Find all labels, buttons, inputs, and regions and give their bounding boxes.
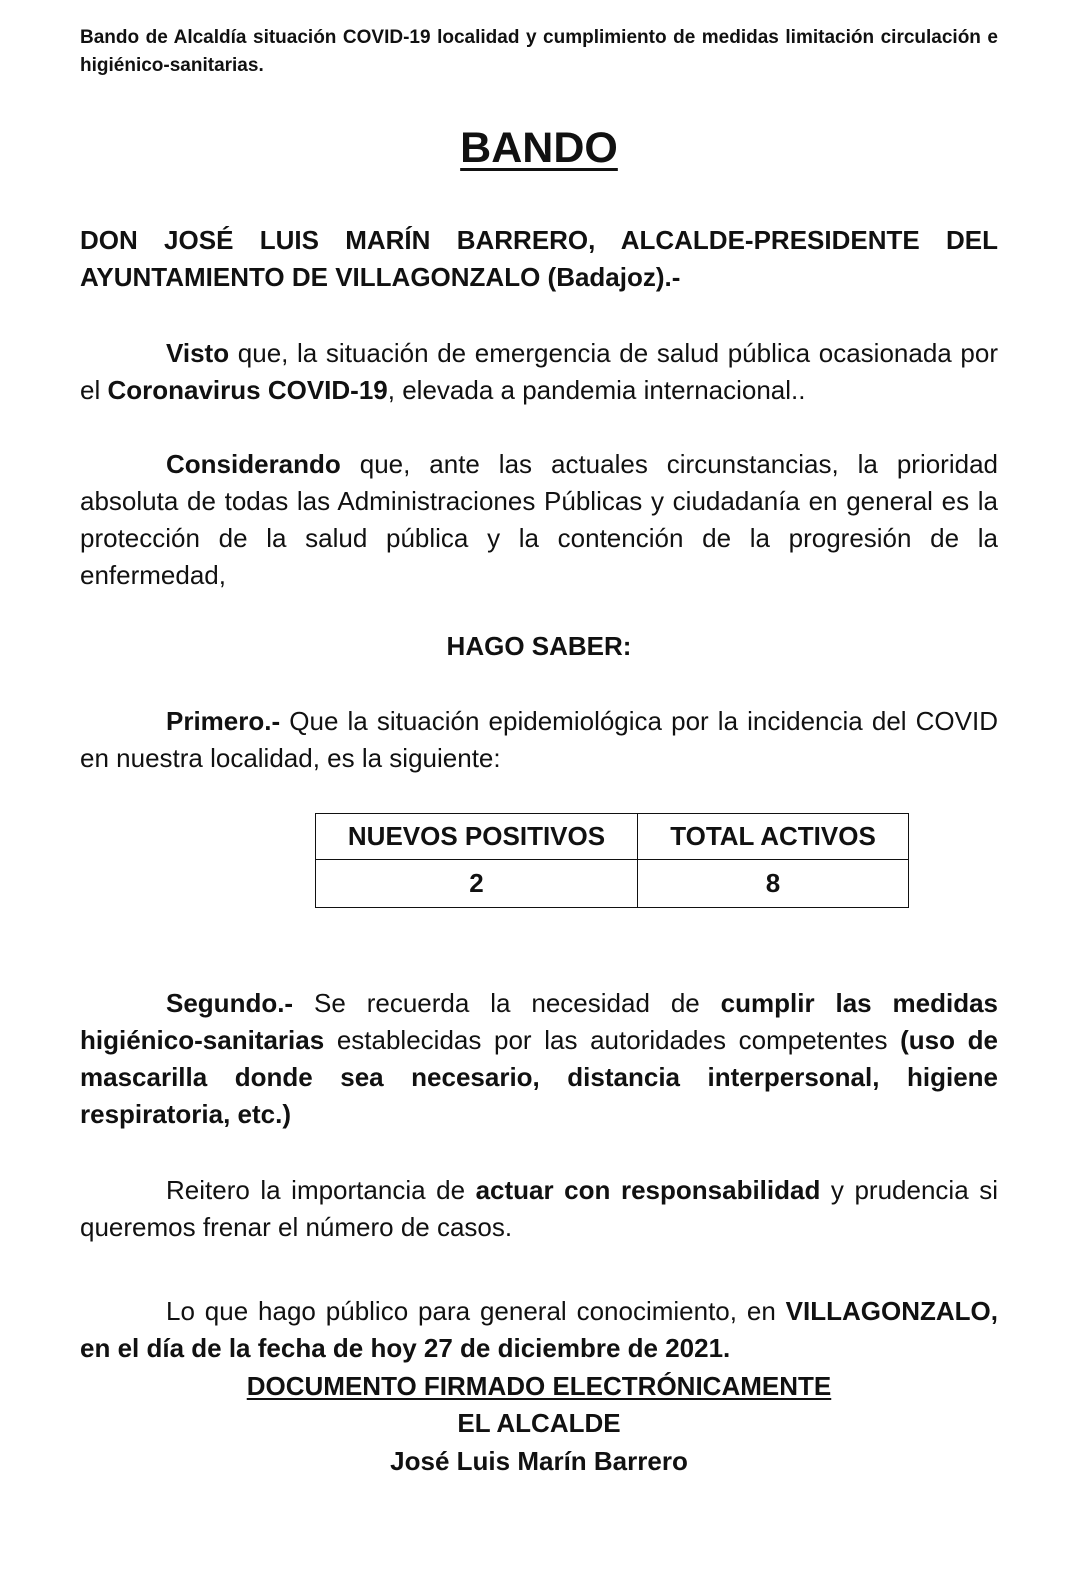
final-text: Lo que hago público para general conocimiento, en bbox=[166, 1296, 786, 1326]
considerando-lead: Considerando bbox=[166, 449, 341, 479]
title-text: BANDO bbox=[460, 124, 618, 172]
reitero-text1: Reitero la importancia de bbox=[166, 1175, 476, 1205]
segundo-text1: Se recuerda la necesidad de bbox=[293, 988, 721, 1018]
hago-saber-heading: HAGO SABER: bbox=[446, 631, 632, 661]
visto-text1: que, la situación de emergencia de salud pública ocasionada por el bbox=[80, 338, 998, 405]
signer-name: José Luis Marín Barrero bbox=[390, 1446, 688, 1476]
value-nuevos-positivos: 2 bbox=[316, 860, 638, 908]
signed-electronically bbox=[80, 1368, 998, 1405]
segundo-lead: Segundo.- bbox=[166, 988, 294, 1018]
authority-statement: DON JOSÉ LUIS MARÍN BARRERO, ALCALDE-PRESIDENTE DEL AYUNTAMIENTO DE VILLAGONZALO (Badajoz).- bbox=[80, 225, 998, 292]
paragraph-visto bbox=[80, 335, 998, 409]
visto-lead: Visto bbox=[166, 338, 230, 368]
paragraph-considerando bbox=[80, 446, 998, 594]
segundo-text2: establecidas por las autoridades competentes bbox=[324, 1025, 901, 1055]
final-bold: VILLAGONZALO, en el día de la fecha de hoy 27 de diciembre de 2021. bbox=[80, 1296, 998, 1363]
value-total-activos: 8 bbox=[638, 860, 909, 908]
paragraph-segundo bbox=[80, 985, 998, 1133]
paragraph-reitero bbox=[80, 1172, 998, 1246]
signed-text: DOCUMENTO FIRMADO ELECTRÓNICAMENTE bbox=[246, 1371, 832, 1401]
header-nuevos-positivos: NUEVOS POSITIVOS bbox=[316, 814, 638, 860]
visto-bold: Coronavirus COVID-19 bbox=[107, 375, 388, 405]
reitero-text2: y prudencia si queremos frenar el número de casos. bbox=[80, 1175, 998, 1242]
reitero-bold: actuar con responsabilidad bbox=[475, 1175, 821, 1205]
primero-lead: Primero.- bbox=[166, 706, 281, 736]
considerando-text: que, ante las actuales circunstancias, la prioridad absoluta de todas las Administraciones Públicas y ciudadanía en general es la protección de la salud pública y la contención de la progresión de la enfermedad, bbox=[80, 449, 998, 590]
primero-text: Que la situación epidemiológica por la incidencia del COVID en nuestra localidad, es la siguiente: bbox=[80, 706, 998, 773]
segundo-bold2: (uso de mascarilla donde sea necesario, distancia interpersonal, higiene respiratoria, etc.) bbox=[80, 1025, 999, 1129]
visto-text2: , elevada a pandemia internacional.. bbox=[387, 375, 806, 405]
header-total-activos: TOTAL ACTIVOS bbox=[638, 814, 909, 860]
covid-stats-table-wrap bbox=[315, 813, 909, 908]
header-note: Bando de Alcaldía situación COVID-19 localidad y cumplimiento de medidas limitación circulación e higiénico-sanitarias. bbox=[80, 27, 998, 76]
covid-stats-table bbox=[315, 813, 909, 908]
table-header-row bbox=[316, 814, 909, 860]
paragraph-final bbox=[80, 1293, 998, 1367]
segundo-bold1: cumplir las medidas higiénico-sanitarias bbox=[80, 988, 999, 1055]
table-row bbox=[316, 860, 909, 908]
paragraph-primero bbox=[80, 703, 998, 777]
signer-role: EL ALCALDE bbox=[457, 1408, 621, 1438]
document-title bbox=[80, 122, 998, 174]
